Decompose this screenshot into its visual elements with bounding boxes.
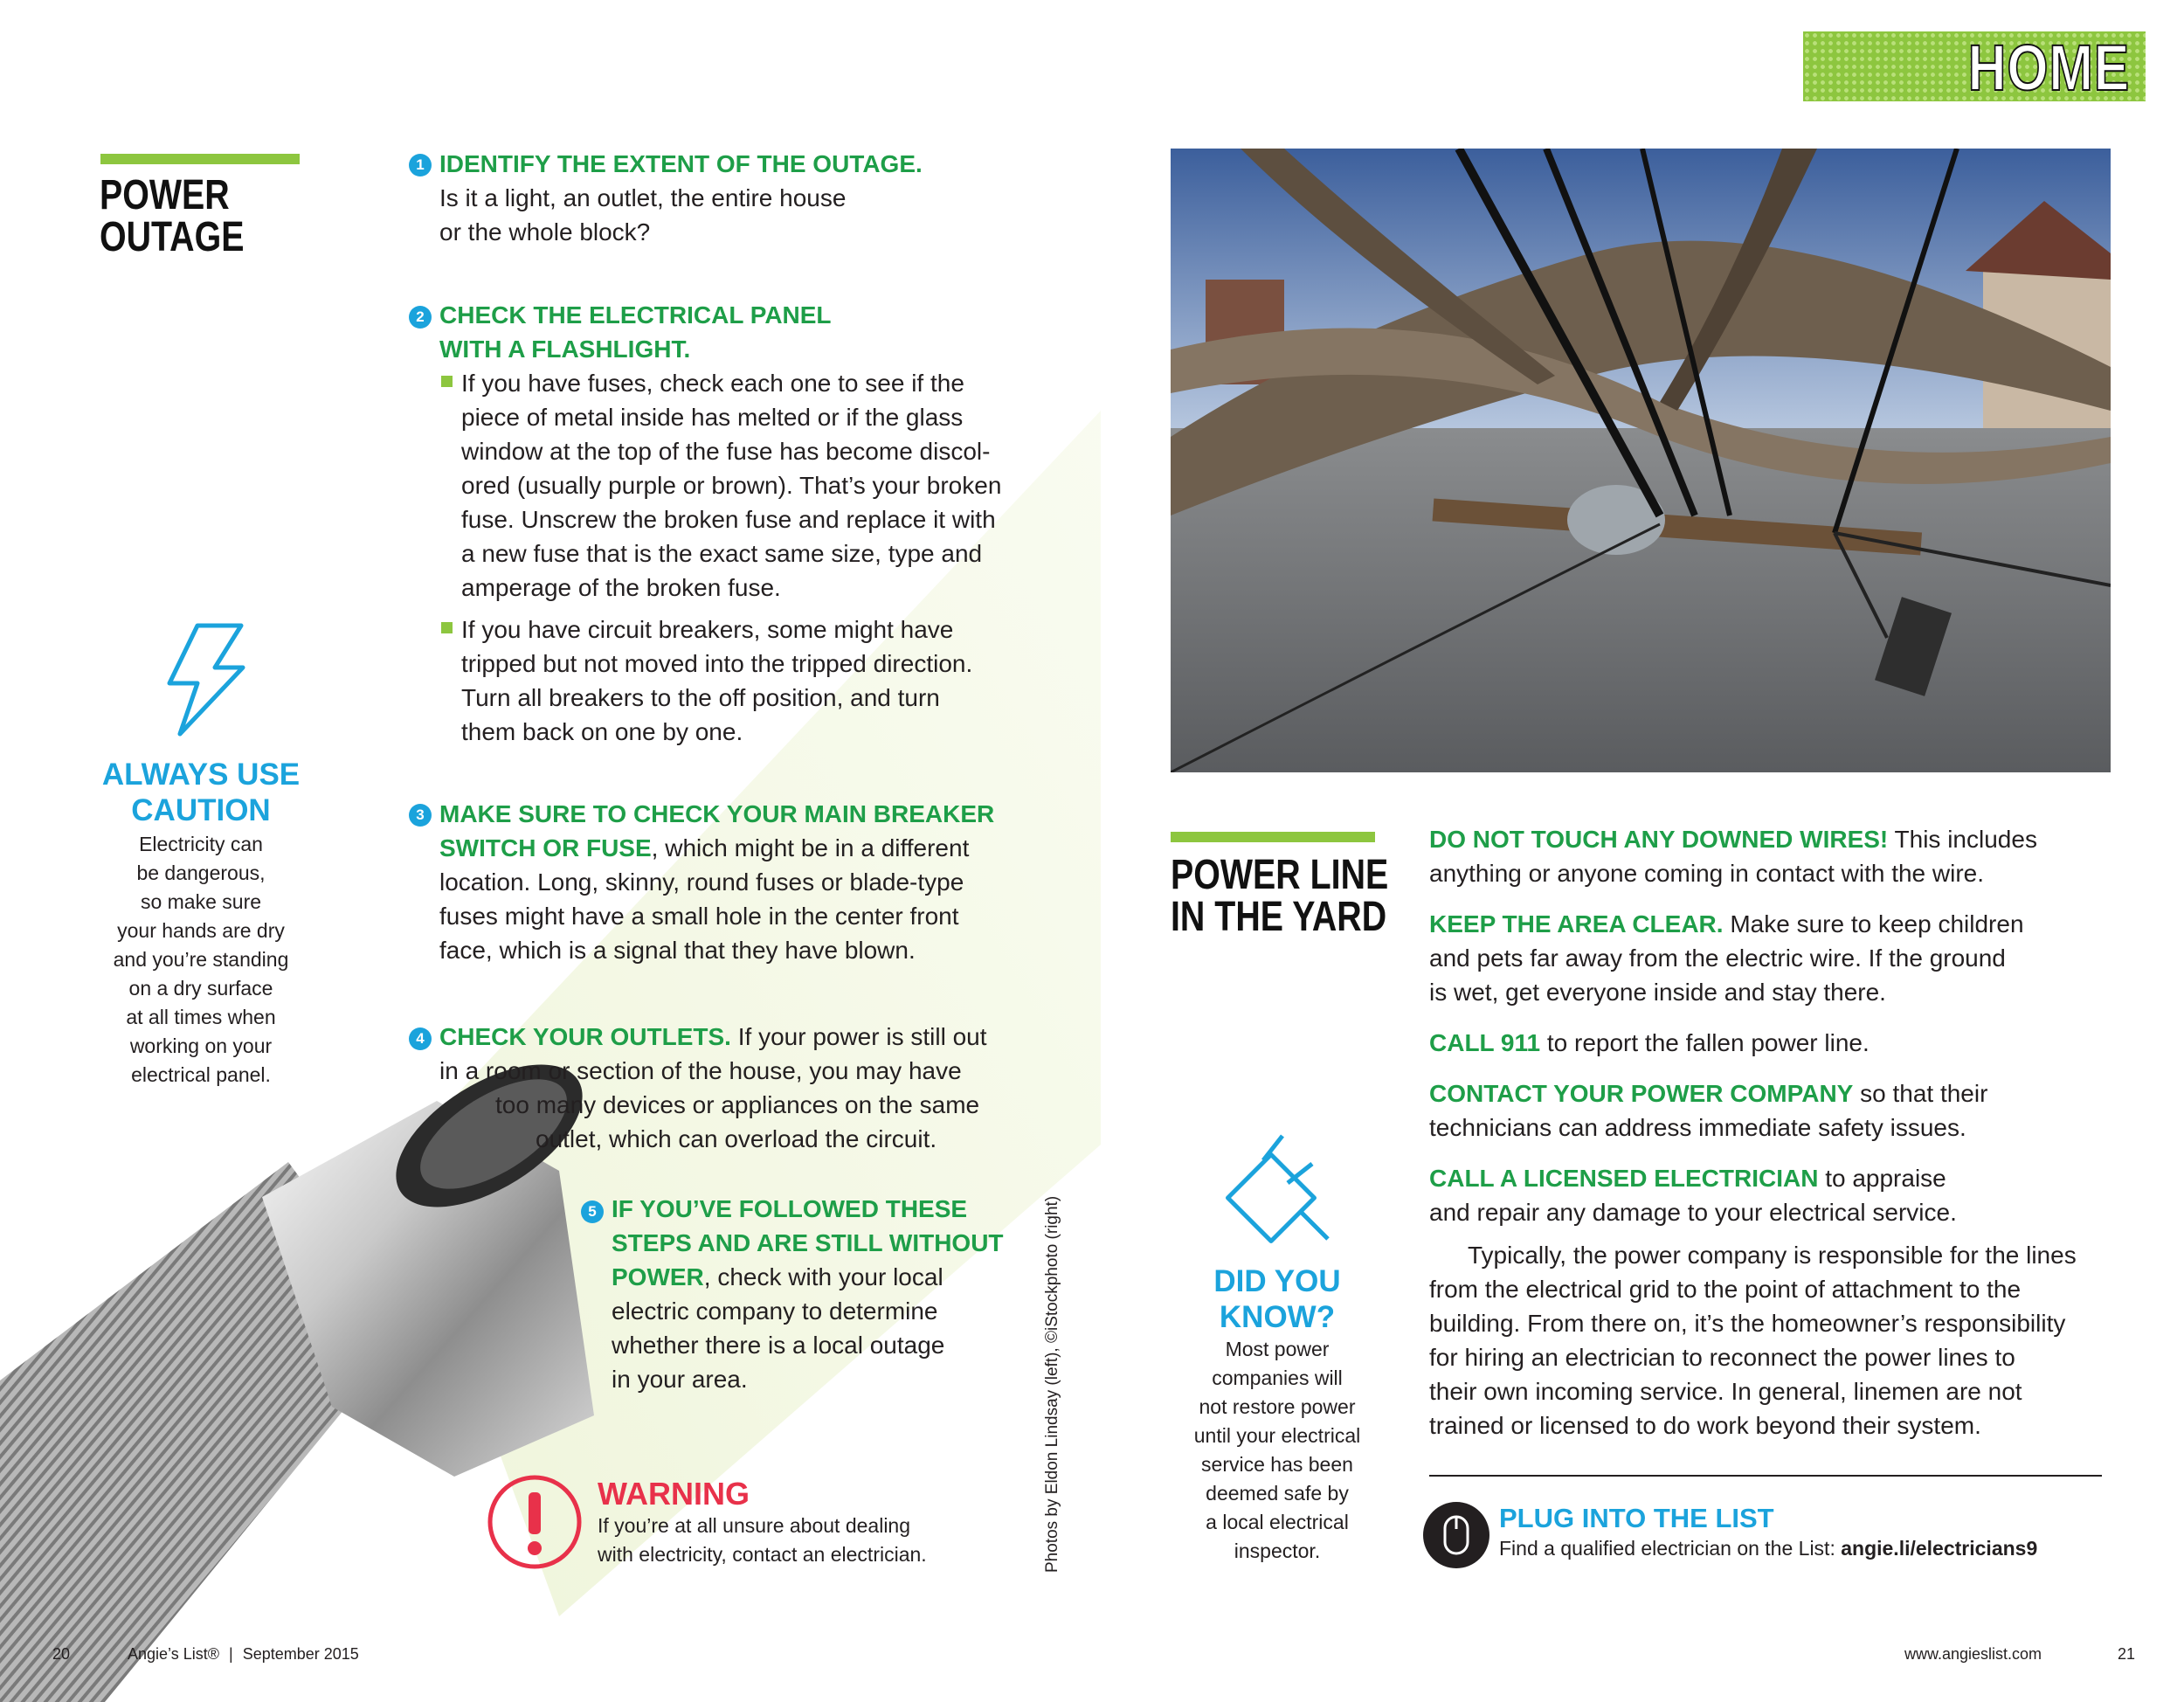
step-text-line: fuse. Unscrew the broken fuse and replace it with xyxy=(461,506,996,533)
computer-mouse-icon xyxy=(1422,1501,1490,1569)
tip-text: Make sure to keep children xyxy=(1723,910,2024,937)
step-text-line: tripped but not moved into the tripped direction. xyxy=(461,650,973,677)
did-you-know-line: not restore power xyxy=(1199,1395,1356,1418)
did-you-know-heading xyxy=(1171,1263,1384,1335)
step-3 xyxy=(439,797,994,967)
step-text-line: If you have fuses, check each one to see if the xyxy=(461,370,964,397)
step-4 xyxy=(439,1020,987,1156)
warning-title: WARNING xyxy=(598,1476,750,1512)
step-heading: CHECK YOUR OUTLETS. xyxy=(439,1023,731,1050)
step-2-bullet-fuses xyxy=(461,366,1001,605)
did-you-know-heading-line: DID YOU xyxy=(1213,1264,1341,1298)
tip-item xyxy=(1429,1026,2146,1060)
section-badge-label: HOME xyxy=(1967,31,2130,104)
step-text-line: piece of metal inside has melted or if the glass xyxy=(461,404,964,431)
paragraph-line: building. From there on, it’s the homeowner’s responsibility xyxy=(1429,1310,2066,1337)
footer-website[interactable]: www.angieslist.com xyxy=(1904,1645,2042,1663)
step-text-line: location. Long, skinny, round fuses or blade-type xyxy=(439,868,964,896)
step-text-line: in a room or section of the house, you may have xyxy=(439,1057,962,1084)
page-number-left: 20 xyxy=(52,1645,71,1663)
electric-plug-icon xyxy=(1221,1132,1333,1248)
caution-heading-line: ALWAYS USE xyxy=(101,758,301,792)
step-heading: SWITCH OR FUSE xyxy=(439,834,652,861)
tip-text: to report the fallen power line. xyxy=(1540,1029,1870,1056)
caution-text xyxy=(87,830,314,1090)
tip-text-line: anything or anyone coming in contact with the wire. xyxy=(1429,860,1985,887)
caution-line: so make sure xyxy=(140,890,262,913)
step-text-line: window at the top of the fuse has become discol- xyxy=(461,438,991,465)
caution-line: your hands are dry xyxy=(117,919,285,942)
warning-box xyxy=(598,1477,927,1569)
step-2 xyxy=(439,298,832,366)
paragraph-line: trained or licensed to do work beyond their system. xyxy=(1429,1412,1981,1439)
step-text-line: If you have circuit breakers, some might have xyxy=(461,616,954,643)
warning-text-line: If you’re at all unsure about dealing xyxy=(598,1514,911,1537)
tip-text: so that their xyxy=(1853,1080,1988,1107)
tip-item xyxy=(1429,1161,2146,1229)
paragraph-line: for hiring an electrician to reconnect the power lines to xyxy=(1429,1344,2015,1371)
divider xyxy=(1429,1475,2102,1477)
step-text-line: face, which is a signal that they have blown. xyxy=(439,937,916,964)
tip-text-line: and repair any damage to your electrical service. xyxy=(1429,1199,1957,1226)
did-you-know-heading-line: KNOW? xyxy=(1219,1300,1336,1334)
did-you-know-text xyxy=(1171,1335,1384,1566)
footer-separator: | xyxy=(229,1645,233,1663)
title-line: POWER LINE xyxy=(1171,852,1389,898)
caution-line: working on your xyxy=(129,1034,273,1057)
title-line: IN THE YARD xyxy=(1171,894,1387,940)
tip-heading: CONTACT YOUR POWER COMPANY xyxy=(1429,1080,1854,1107)
step-2-bullet-breakers xyxy=(461,612,972,749)
step-text-line: whether there is a local outage xyxy=(612,1332,945,1359)
issue-date: September 2015 xyxy=(242,1645,359,1663)
did-you-know-line: until your electrical xyxy=(1193,1424,1361,1447)
tip-heading: DO NOT TOUCH ANY DOWNED WIRES! xyxy=(1429,826,1889,853)
step-number-badge: 4 xyxy=(409,1027,432,1050)
electricians-link[interactable]: angie.li/electricians9 xyxy=(1841,1537,2038,1560)
title-line: OUTAGE xyxy=(100,214,245,260)
section-badge xyxy=(1803,31,2146,104)
step-text-line: amperage of the broken fuse. xyxy=(461,574,781,601)
step-heading: IF YOU’VE FOLLOWED THESE xyxy=(612,1195,968,1222)
lightning-bolt-icon xyxy=(162,622,246,737)
tip-text-line: technicians can address immediate safety issues. xyxy=(1429,1114,1966,1141)
tip-heading: KEEP THE AREA CLEAR. xyxy=(1429,910,1724,937)
page-title-power-outage xyxy=(100,172,245,260)
caution-line: on a dry surface xyxy=(128,977,273,1000)
step-text-line: electric company to determine xyxy=(612,1297,938,1325)
footer-publication xyxy=(128,1644,359,1664)
did-you-know-line: inspector. xyxy=(1234,1539,1321,1562)
paragraph-line: from the electrical grid to the point of attachment to the xyxy=(1429,1276,2022,1303)
step-1 xyxy=(439,147,923,249)
bullet-square xyxy=(441,376,453,387)
tip-text: This includes xyxy=(1888,826,2037,853)
photo-credit: Photos by Eldon Lindsay (left), ©iStockphoto (right) xyxy=(1043,1195,1061,1573)
step-number-badge: 5 xyxy=(581,1200,604,1223)
step-text-line: or the whole block? xyxy=(439,218,651,246)
step-number-badge: 2 xyxy=(409,306,432,329)
tip-item xyxy=(1429,907,2146,1009)
caution-line: be dangerous, xyxy=(136,861,266,884)
step-heading: WITH A FLASHLIGHT. xyxy=(439,336,691,363)
tip-item xyxy=(1429,1076,2146,1145)
page-number-right: 21 xyxy=(2118,1645,2136,1663)
step-number-badge: 3 xyxy=(409,804,432,827)
step-heading: STEPS AND ARE STILL WITHOUT xyxy=(612,1229,1004,1256)
caution-line: and you’re standing xyxy=(113,948,289,971)
step-heading: CHECK THE ELECTRICAL PANEL xyxy=(439,301,832,329)
plug-text: Find a qualified electrician on the List: xyxy=(1499,1537,1842,1560)
step-text-line: outlet, which can overload the circuit. xyxy=(536,1125,937,1152)
step-text-line: ored (usually purple or brown). That’s your broken xyxy=(461,472,1002,499)
downed-power-line-photo xyxy=(1171,149,2111,772)
did-you-know-line: a local electrical xyxy=(1206,1511,1349,1533)
step-heading: MAKE SURE TO CHECK YOUR MAIN BREAKER xyxy=(439,800,995,827)
page-title-power-line xyxy=(1171,854,1388,938)
caution-heading xyxy=(87,757,314,828)
responsibility-paragraph xyxy=(1429,1238,2146,1443)
title-accent-bar xyxy=(1171,832,1375,842)
step-text-line: fuses might have a small hole in the center front xyxy=(439,903,959,930)
step-text-line: Is it a light, an outlet, the entire house xyxy=(439,184,847,211)
tip-heading: CALL 911 xyxy=(1429,1029,1541,1056)
step-text: , check with your local xyxy=(703,1263,943,1290)
tip-text: to appraise xyxy=(1818,1165,1946,1192)
bullet-square xyxy=(441,622,453,633)
step-heading: POWER xyxy=(612,1263,704,1290)
paragraph-line: Typically, the power company is responsible for the lines xyxy=(1468,1242,2077,1269)
step-text-line: in your area. xyxy=(612,1366,748,1393)
step-text: , which might be in a different xyxy=(651,834,970,861)
did-you-know-line: deemed safe by xyxy=(1206,1482,1349,1505)
warning-text-line: with electricity, contact an electrician. xyxy=(598,1543,927,1566)
caution-line: Electricity can xyxy=(139,833,263,855)
step-text-line: them back on one by one. xyxy=(461,718,743,745)
plug-heading: PLUG INTO THE LIST xyxy=(1499,1503,1774,1533)
step-text-line: too many devices or appliances on the same xyxy=(495,1091,980,1118)
step-text-line: a new fuse that is the exact same size, type and xyxy=(461,540,983,567)
caution-heading-line: CAUTION xyxy=(131,793,271,827)
plug-into-list xyxy=(1499,1503,2037,1562)
tip-text-line: and pets far away from the electric wire. If the ground xyxy=(1429,944,2006,972)
tip-item xyxy=(1429,822,2146,890)
did-you-know-line: service has been xyxy=(1201,1453,1353,1476)
paragraph-line: their own incoming service. In general, linemen are not xyxy=(1429,1378,2022,1405)
title-line: POWER xyxy=(100,172,230,218)
did-you-know-line: Most power xyxy=(1225,1338,1330,1360)
step-text-line: Turn all breakers to the off position, and turn xyxy=(461,684,940,711)
power-line-tips xyxy=(1429,822,2146,1443)
did-you-know-line: companies will xyxy=(1212,1366,1343,1389)
publication-name: Angie’s List® xyxy=(128,1645,219,1663)
caution-line: at all times when xyxy=(126,1006,276,1028)
step-5 xyxy=(612,1192,1004,1396)
caution-line: electrical panel. xyxy=(131,1063,271,1086)
title-accent-bar xyxy=(100,154,300,164)
tip-text-line: is wet, get everyone inside and stay there. xyxy=(1429,979,1886,1006)
step-number-badge: 1 xyxy=(409,154,432,176)
step-heading: IDENTIFY THE EXTENT OF THE OUTAGE. xyxy=(439,150,923,177)
tip-heading: CALL A LICENSED ELECTRICIAN xyxy=(1429,1165,1819,1192)
step-text: If your power is still out xyxy=(730,1023,987,1050)
exclamation-warning-icon xyxy=(486,1473,584,1571)
